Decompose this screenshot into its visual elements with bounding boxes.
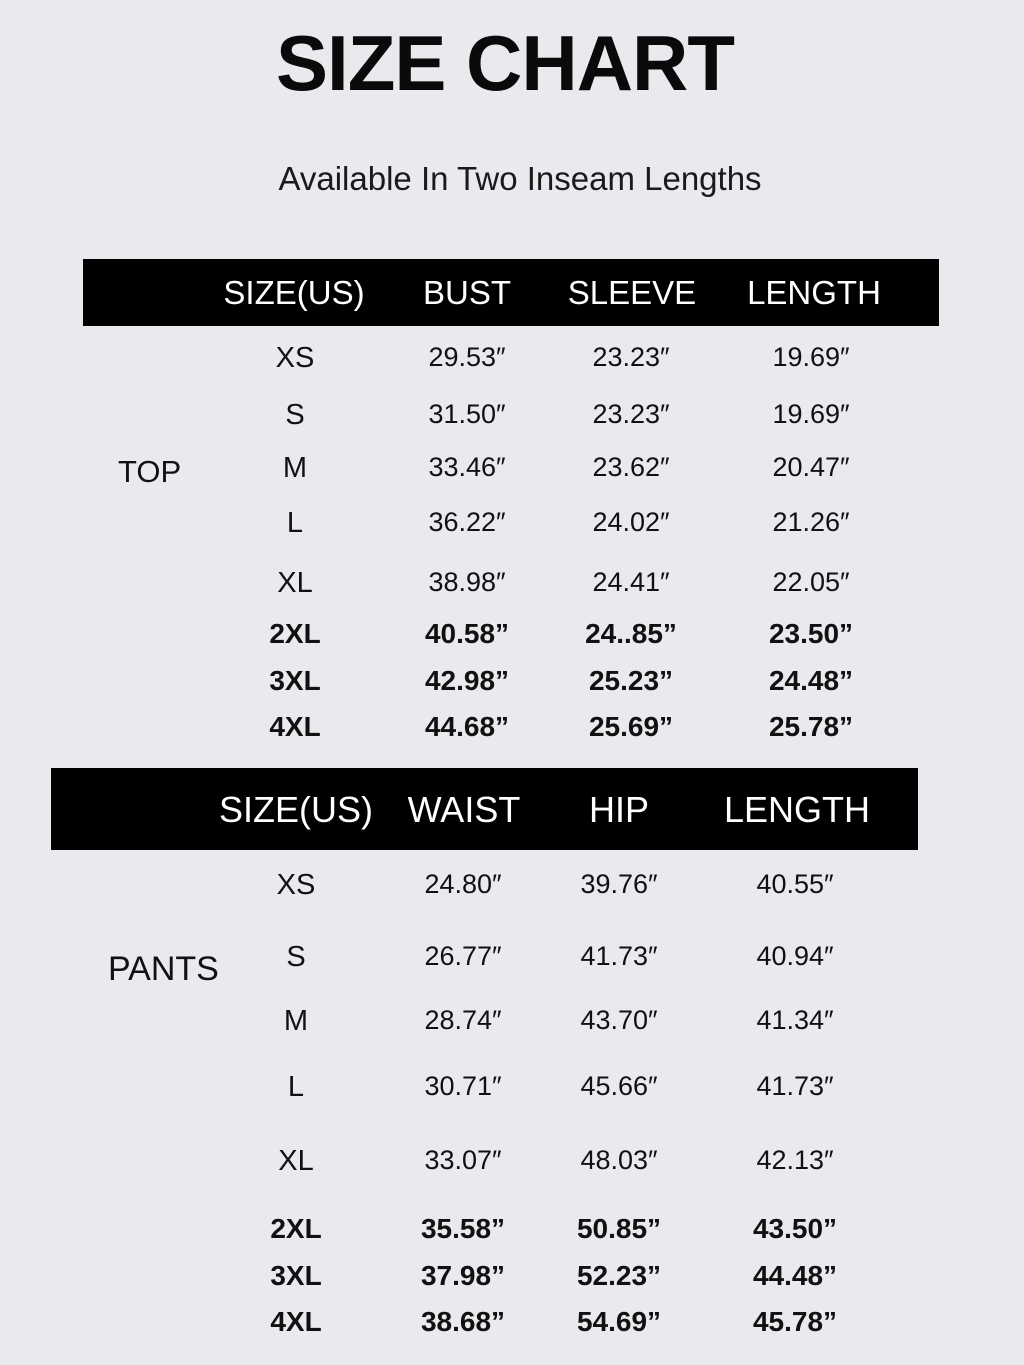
top-row-8-m2: 25.69” [588,711,674,742]
pants-row-5-m1: 33.07″ [424,1145,502,1175]
top-row-3-m2: 23.62″ [592,452,670,482]
pants-row-7-m3: 44.48” [752,1260,838,1291]
pants-row-2-m3: 40.94″ [756,941,834,971]
pants-group-label: PANTS [108,950,219,988]
top-row-6-m2: 24..85” [585,618,677,649]
top-row-7-size: 3XL [269,665,321,696]
pants-row-6-size: 2XL [270,1213,322,1244]
top-row-4-m2: 24.02″ [592,507,670,537]
top-row-5-size: XL [277,567,313,599]
pants-row-2-m2: 41.73″ [580,941,658,971]
top-row-2-m2: 23.23″ [592,399,670,429]
pants-row-5-m2: 48.03″ [580,1145,658,1175]
top-row-6-size: 2XL [269,618,321,649]
pants-header-size: SIZE(US) [218,789,374,830]
top-row-4-m1: 36.22″ [428,507,506,537]
top-row-7-m2: 25.23” [588,665,674,696]
pants-row-3-m3: 41.34″ [756,1005,834,1035]
top-row-7-m1: 42.98” [424,665,510,696]
top-row-4-size: L [286,507,304,539]
pants-row-2-m1: 26.77″ [424,941,502,971]
top-header-bar [83,259,939,326]
top-group-label: TOP [118,454,182,489]
pants-header-length: LENGTH [723,789,871,830]
pants-row-8-size: 4XL [270,1306,322,1337]
pants-row-7-m2: 52.23” [576,1260,662,1291]
top-row-5-m3: 22.05″ [772,567,850,597]
pants-row-6-m3: 43.50” [752,1213,838,1244]
top-row-4-m3: 21.26″ [772,507,850,537]
pants-row-6-m2: 50.85” [576,1213,662,1244]
page-title: SIZE CHART [276,19,734,107]
pants-row-4-size: L [287,1071,305,1103]
pants-row-3-m2: 43.70″ [580,1005,658,1035]
top-row-2-m3: 19.69″ [772,399,850,429]
top-header-size: SIZE(US) [223,274,365,311]
top-row-5-m2: 24.41″ [592,567,670,597]
pants-row-4-m2: 45.66″ [580,1071,658,1101]
pants-row-5-size: XL [278,1145,314,1177]
top-row-6-m3: 23.50” [768,618,854,649]
top-row-6-m1: 40.58” [424,618,510,649]
pants-row-1-m3: 40.55″ [756,869,834,899]
top-row-2-size: S [285,399,305,431]
pants-row-6-m1: 35.58” [420,1213,506,1244]
top-row-1-m1: 29.53″ [428,342,506,372]
top-row-1-size: XS [275,342,315,374]
top-header-bust: BUST [422,274,512,311]
top-row-5-m1: 38.98″ [428,567,506,597]
pants-row-8-m1: 38.68” [420,1306,506,1337]
pants-row-3-m1: 28.74″ [424,1005,502,1035]
top-header-sleeve: SLEEVE [567,274,697,311]
pants-row-1-m2: 39.76″ [580,869,658,899]
pants-row-2-size: S [286,941,306,973]
pants-row-7-size: 3XL [270,1260,322,1291]
top-header-length: LENGTH [747,274,881,311]
pants-row-3-size: M [283,1005,309,1037]
top-row-3-m3: 20.47″ [772,452,850,482]
pants-row-1-size: XS [276,869,316,901]
pants-row-8-m3: 45.78” [752,1306,838,1337]
pants-header-bar [51,768,918,850]
pants-row-4-m3: 41.73″ [756,1071,834,1101]
pants-row-4-m1: 30.71″ [424,1071,502,1101]
pants-row-5-m3: 42.13″ [756,1145,834,1175]
top-row-3-m1: 33.46″ [428,452,506,482]
pants-row-1-m1: 24.80″ [424,869,502,899]
top-row-7-m3: 24.48” [768,665,854,696]
pants-row-8-m2: 54.69” [576,1306,662,1337]
page-subtitle: Available In Two Inseam Lengths [278,160,762,197]
top-row-2-m1: 31.50″ [428,399,506,429]
top-row-8-m1: 44.68” [424,711,510,742]
pants-header-hip: HIP [588,789,650,830]
top-row-1-m3: 19.69″ [772,342,850,372]
top-row-8-size: 4XL [269,711,321,742]
top-row-3-size: M [282,452,308,484]
pants-header-waist: WAIST [407,789,521,830]
top-row-8-m3: 25.78” [768,711,854,742]
top-row-1-m2: 23.23″ [592,342,670,372]
pants-row-7-m1: 37.98” [420,1260,506,1291]
